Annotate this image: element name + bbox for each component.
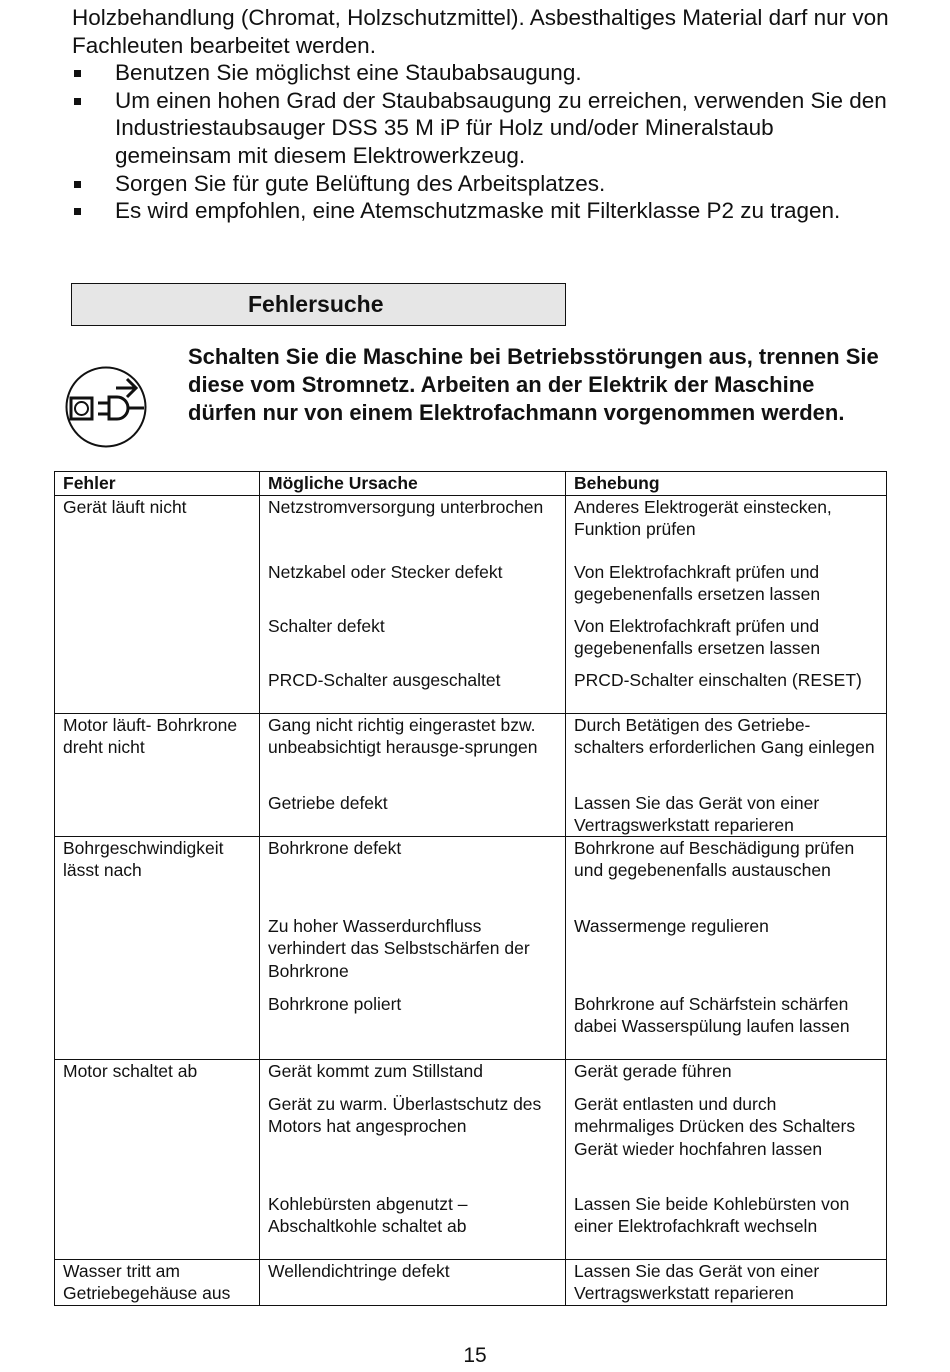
intro-lead: Holzbehandlung (Chromat, Holzschutzmittel). Asbesthaltiges Material darf nur von Fachleuten bearbeitet werden. [72, 5, 889, 58]
section-title: Fehlersuche [248, 291, 384, 317]
troubleshooting-table [54, 471, 887, 1306]
unplug-from-mains-icon [64, 365, 148, 449]
fault-cell: Wasser tritt am Getriebegehäuse aus [55, 1259, 260, 1305]
fix-cell: Gerät gerade führen Gerät entlasten und durch mehrmaliges Drücken des Schalters Gerät wieder hochfahren lassen Lassen Sie beide Kohlebürsten von einer Elektrofachkraft wechseln [566, 1059, 887, 1259]
cause-cell: Bohrkrone defekt Zu hoher Wasserdurchfluss verhindert das Selbstschärfen der Bohrkrone Bohrkrone poliert [260, 836, 566, 1059]
cause-cell: Netzstromversorgung unterbrochen Netzkabel oder Stecker defekt Schalter defekt PRCD-Schalter ausgeschaltet [260, 495, 566, 713]
page-number: 15 [463, 1344, 487, 1367]
fix-cell: Bohrkrone auf Beschädigung prüfen und gegebenenfalls austauschen Wassermenge regulieren Bohrkrone auf Schärfstein schärfen dabei Wasserspülung laufen lassen [566, 836, 887, 1059]
column-header-ursache: Mögliche Ursache [260, 472, 566, 496]
fix-cell: Durch Betätigen des Getriebe-schalters erforderlichen Gang einlegen Lassen Sie das Gerät von einer Vertragswerkstatt reparieren [566, 713, 887, 836]
square-bullet-icon [74, 98, 81, 105]
safety-bullet-list [72, 59, 892, 225]
table-row [55, 1059, 887, 1259]
cause-cell: Wellendichtringe defekt [260, 1259, 566, 1305]
table-row [55, 495, 887, 713]
intro-text [72, 4, 892, 225]
column-header-behebung: Behebung [566, 472, 887, 496]
cause-cell: Gerät kommt zum Stillstand Gerät zu warm. Überlastschutz des Motors hat angesprochen Kohlebürsten abgenutzt – Abschaltkohle schaltet ab [260, 1059, 566, 1259]
table-row [55, 713, 887, 836]
fault-cell: Motor schaltet ab [55, 1059, 260, 1259]
fix-cell: Anderes Elektrogerät einstecken, Funktion prüfen Von Elektrofachkraft prüfen und gegebenenfalls ersetzen lassen Von Elektrofachkraft prüfen und gegebenenfalls ersetzen lassen PRCD-Schalter einschalten (RESET) [566, 495, 887, 713]
square-bullet-icon [74, 70, 81, 77]
fault-cell: Gerät läuft nicht [55, 495, 260, 713]
bullet-item: Es wird empfohlen, eine Atemschutzmaske mit Filterklasse P2 zu tragen. [72, 197, 892, 225]
safety-warning-text: Schalten Sie die Maschine bei Betriebsstörungen aus, trennen Sie diese vom Stromnetz. Arbeiten an der Elektrik der Maschine dürfen nur von einem Elektrofachmann vorgenommen werden. [188, 344, 879, 426]
fault-cell: Motor läuft- Bohrkrone dreht nicht [55, 713, 260, 836]
table-header-row [55, 472, 887, 496]
fault-cell: Bohrgeschwindigkeit lässt nach [55, 836, 260, 1059]
column-header-fehler: Fehler [55, 472, 260, 496]
square-bullet-icon [74, 181, 81, 188]
section-heading-box [71, 283, 566, 326]
square-bullet-icon [74, 208, 81, 215]
cause-cell: Gang nicht richtig eingerastet bzw. unbeabsichtigt herausge-sprungen Getriebe defekt [260, 713, 566, 836]
table-row [55, 836, 887, 1059]
fix-cell: Lassen Sie das Gerät von einer Vertragswerkstatt reparieren [566, 1259, 887, 1305]
table-row [55, 1259, 887, 1305]
bullet-item: Um einen hohen Grad der Staubabsaugung zu erreichen, verwenden Sie den Industriestaubsauger DSS 35 M iP für Holz und/oder Mineralstaub gemeinsam mit diesem Elektrowerkzeug. [72, 87, 892, 170]
bullet-item: Benutzen Sie möglichst eine Staubabsaugung. [72, 59, 892, 87]
bullet-item: Sorgen Sie für gute Belüftung des Arbeitsplatzes. [72, 170, 892, 198]
